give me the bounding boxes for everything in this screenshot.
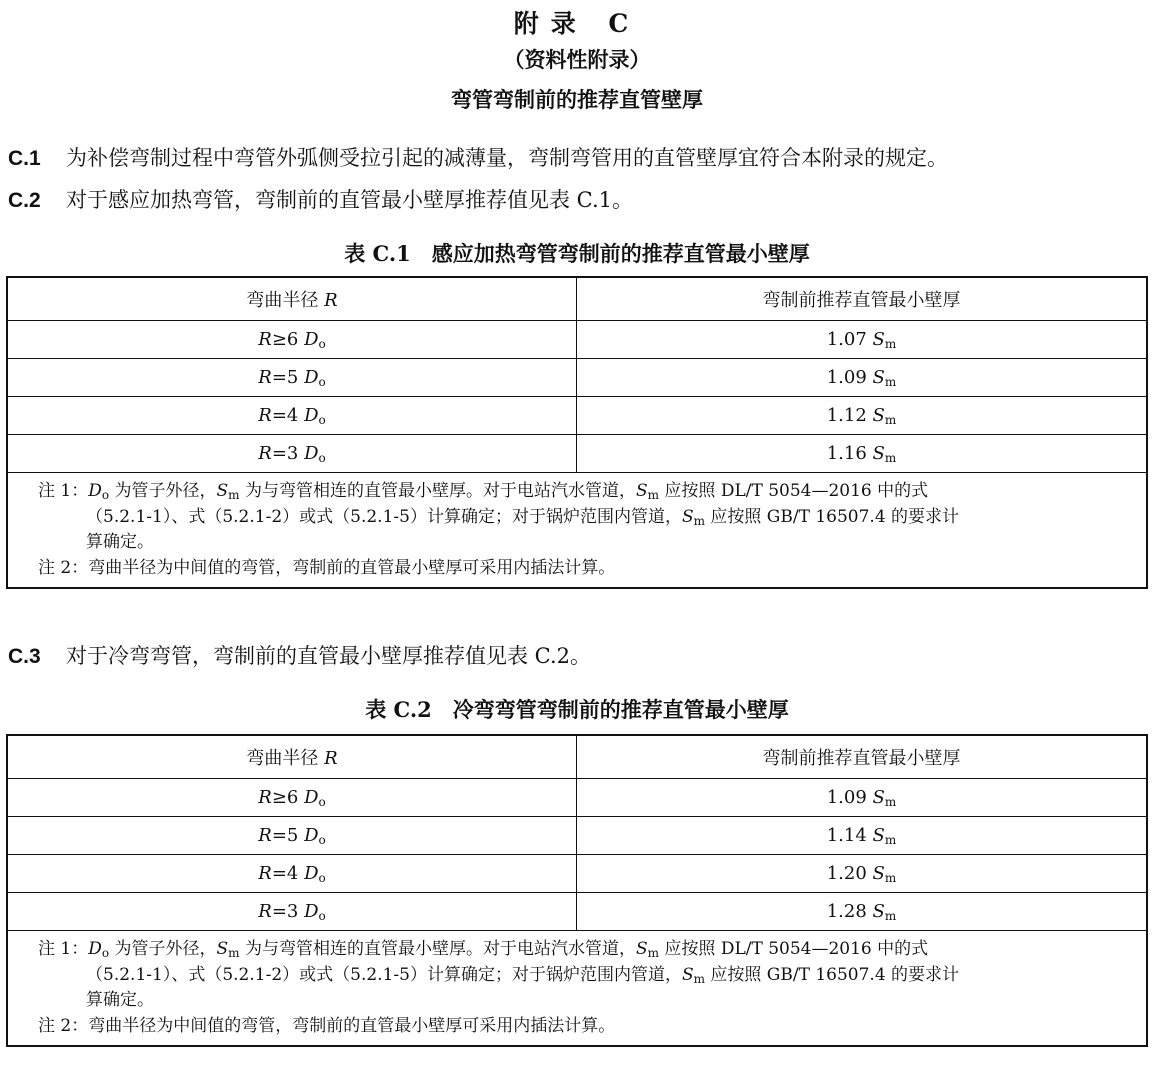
header-min-thickness: 弯制前推荐直管最小壁厚 bbox=[577, 277, 1148, 321]
cell-radius: R=3 $D_o$ bbox=[7, 893, 577, 931]
table-row bbox=[7, 359, 1147, 397]
clause-text: 对于冷弯弯管，弯制前的直管最小壁厚推荐值见表 C.2。 bbox=[66, 644, 592, 668]
cell-thickness: 1.12 $S_m$ bbox=[577, 397, 1148, 435]
clause-number: C.2 bbox=[8, 189, 41, 212]
table-header-row bbox=[7, 277, 1147, 321]
cell-thickness: 1.20 $S_m$ bbox=[577, 855, 1148, 893]
table-c2 bbox=[6, 734, 1148, 1047]
header-bend-radius: 弯曲半径 R bbox=[7, 735, 577, 779]
table-c1-caption: 表 C.1 感应加热弯管弯制前的推荐直管最小壁厚 bbox=[344, 241, 810, 266]
cell-radius: R=3 $D_o$ bbox=[7, 435, 577, 473]
table-notes bbox=[7, 931, 1147, 1047]
table-notes bbox=[7, 473, 1147, 589]
cell-radius: R≥6 $D_o$ bbox=[7, 779, 577, 817]
table-row bbox=[7, 397, 1147, 435]
table-c2-caption: 表 C.2 冷弯弯管弯制前的推荐直管最小壁厚 bbox=[365, 697, 789, 722]
table-row bbox=[7, 321, 1147, 359]
clause-number: C.3 bbox=[8, 645, 41, 668]
table-notes-row bbox=[7, 473, 1147, 589]
table-row bbox=[7, 817, 1147, 855]
note-1-cont: （5.2.1-1）、式（5.2.1-2）或式（5.2.1-5）计算确定；对于锅炉范围内管道，$S_m$ 应按照 GB/T 16507.4 的要求计 bbox=[86, 964, 960, 986]
header-bend-radius: 弯曲半径 R bbox=[7, 277, 577, 321]
table-notes-row bbox=[7, 931, 1147, 1047]
clause-text: 对于感应加热弯管，弯制前的直管最小壁厚推荐值见表 C.1。 bbox=[66, 188, 634, 212]
note-1-cont: （5.2.1-1）、式（5.2.1-2）或式（5.2.1-5）计算确定；对于锅炉范围内管道，$S_m$ 应按照 GB/T 16507.4 的要求计 bbox=[86, 506, 960, 528]
appendix-subject: 弯管弯制前的推荐直管壁厚 bbox=[451, 87, 703, 112]
cell-thickness: 1.09 $S_m$ bbox=[577, 359, 1148, 397]
note-1: 注 1：$D_o$ 为管子外径，$S_m$ 为与弯管相连的直管最小壁厚。对于电站汽水管道，$S_m$ 应按照 DL/T 5054—2016 中的式 bbox=[38, 481, 929, 502]
cell-thickness: 1.09 $S_m$ bbox=[577, 779, 1148, 817]
clause-number: C.1 bbox=[8, 147, 41, 170]
cell-radius: R≥6 $D_o$ bbox=[7, 321, 577, 359]
cell-radius: R=5 $D_o$ bbox=[7, 817, 577, 855]
appendix-type: （资料性附录） bbox=[503, 47, 651, 72]
table-row bbox=[7, 855, 1147, 893]
header-min-thickness: 弯制前推荐直管最小壁厚 bbox=[577, 735, 1148, 779]
note-1-end: 算确定。 bbox=[86, 990, 154, 1010]
cell-thickness: 1.07 $S_m$ bbox=[577, 321, 1148, 359]
note-2: 注 2：弯曲半径为中间值的弯管，弯制前的直管最小壁厚可采用内插法计算。 bbox=[38, 557, 616, 578]
table-row bbox=[7, 435, 1147, 473]
note-2: 注 2：弯曲半径为中间值的弯管，弯制前的直管最小壁厚可采用内插法计算。 bbox=[38, 1015, 616, 1036]
cell-thickness: 1.16 $S_m$ bbox=[577, 435, 1148, 473]
clause-text: 为补偿弯制过程中弯管外弧侧受拉引起的减薄量，弯制弯管用的直管壁厚宜符合本附录的规定。 bbox=[66, 146, 948, 170]
cell-radius: R=4 $D_o$ bbox=[7, 855, 577, 893]
cell-radius: R=4 $D_o$ bbox=[7, 397, 577, 435]
note-1-end: 算确定。 bbox=[86, 532, 154, 552]
appendix-title: 附录 C bbox=[513, 9, 641, 38]
clause-c2 bbox=[8, 184, 633, 214]
table-row bbox=[7, 779, 1147, 817]
table-row bbox=[7, 893, 1147, 931]
clause-c1 bbox=[8, 142, 948, 172]
cell-thickness: 1.14 $S_m$ bbox=[577, 817, 1148, 855]
cell-radius: R=5 $D_o$ bbox=[7, 359, 577, 397]
cell-thickness: 1.28 $S_m$ bbox=[577, 893, 1148, 931]
table-c1 bbox=[6, 276, 1148, 589]
clause-c3 bbox=[8, 640, 591, 670]
table-header-row bbox=[7, 735, 1147, 779]
note-1: 注 1：$D_o$ 为管子外径，$S_m$ 为与弯管相连的直管最小壁厚。对于电站汽水管道，$S_m$ 应按照 DL/T 5054—2016 中的式 bbox=[38, 939, 929, 960]
